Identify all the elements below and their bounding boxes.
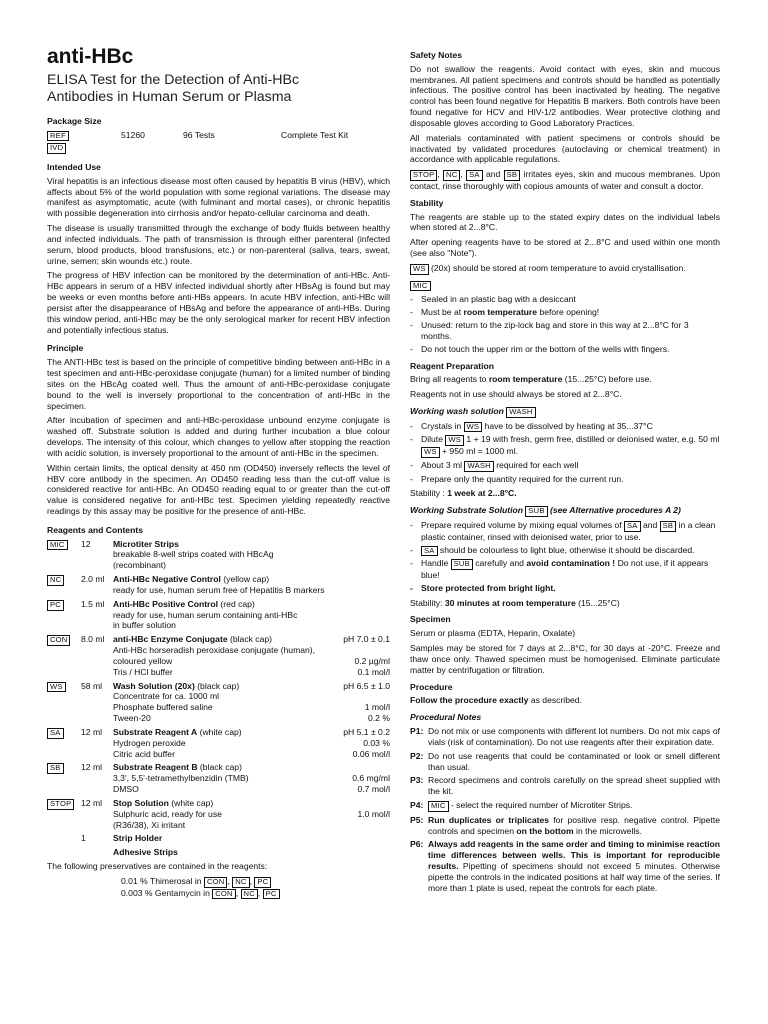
con-symbol: CON [204, 877, 227, 888]
reagent-detail-line: 3,3', 5,5'-tetramethylbenzidin (TMB) 0.6 mg/ml [113, 773, 390, 784]
reagent-name: Anti-HBc Negative Control [113, 574, 221, 585]
principle-paragraph: The ANTI-HBc test is based on the principle of competitive binding between anti-HBc in a test specimen and anti-HBc-peroxidase conjugate (human) for a limited number of binding sites on the HBcAg coated well. Thus the amount of anti-HBc-peroxidase conjugate bound to the well is inversely proportional to the concentration of anti-HBc in the specimen. [47, 357, 390, 411]
reagent-detail-line: (R36/38), Xi irritant [113, 819, 186, 830]
ivd-symbol: IVD [47, 143, 66, 154]
procedure-heading: Procedure [410, 681, 453, 692]
reagent-preparation-heading: Reagent Preparation [410, 360, 495, 371]
intended-use-heading: Intended Use [47, 161, 101, 172]
right-column [410, 50, 720, 897]
reagent-cap: (black cap) [197, 762, 242, 773]
principle-paragraph: Within certain limits, the optical density at 450 nm (OD450) inversely reflects the level of HBV core antibody in the specimen. An OD450 reading less than the cut-off value is considered reactive for anti-HBc. An OD450 reading equal to or greater than the cut-off value is considered negative for anti-HBc test. Specimen yielding repeatedly reactive readings by this assay may be positive for the presence of anti-HBc. [47, 462, 390, 516]
specimen-paragraph: Serum or plasma (EDTA, Heparin, Oxalate) [410, 628, 576, 639]
reagent-detail-line: Hydrogen peroxide 0.03 % [113, 737, 390, 748]
reagent-cap: (white cap) [168, 797, 214, 808]
reagent-quantity: 58 ml [81, 680, 103, 691]
document-title: anti-HBc [47, 45, 134, 68]
reagent-cap: (black cap) [194, 680, 240, 691]
reagent-ph: pH 6.5 ± 1.0 [343, 680, 390, 691]
specimen-paragraph: Samples may be stored for 7 days at 2...8°C, for 30 days at -20°C. Freeze and thaw once only. Thawed specimen must be homogenised. Eliminate particulate matter by centrifugation or filtration. [410, 643, 720, 675]
reagent-detail-line: (recombinant) [113, 560, 167, 571]
reagent-item [47, 574, 390, 596]
intended-use-paragraph: The disease is usually transmitted through the exchange of body fluids between healthy and infected individuals. The path of transmission is through either parenteral (infected serum, blood products, blood transfusions, etc.) or non-parenteral (saliva, tears, sweat, urine, semen; skin wounds etc.) route. [47, 223, 390, 266]
reagent-detail-line: DMSO 0.7 mol/l [113, 784, 390, 795]
principle-heading: Principle [47, 343, 84, 354]
wash-solution-list [410, 421, 720, 485]
mic-storage-list [410, 294, 720, 354]
stability-paragraph: The reagents are stable up to the stated expiry dates on the individual labels when stored at 2...8°C. [410, 211, 720, 233]
list-item: - Crystals in WS have to be dissolved by heating at 35...37°C [410, 421, 720, 433]
procedural-note: P3: Record specimens and controls carefully on the spread sheet supplied with the kit. [410, 775, 720, 797]
reagent-quantity: 2.0 ml [81, 574, 105, 585]
reagent-name: Wash Solution (20x) [113, 680, 195, 691]
list-item: - Dilute WS 1 + 19 with fresh, germ free, distilled or deionised water, e.g. 50 ml WS + 950 ml = 1000 ml. [410, 434, 720, 457]
reagent-name: anti-HBc Enzyme Conjugate [113, 634, 228, 645]
reagent-list [47, 539, 390, 858]
sb-symbol: SB [504, 170, 521, 181]
stability-ws-paragraph: WS (20x) should be stored at room temperature to avoid crystallisation. [410, 263, 720, 275]
list-item: - Must be at room temperature before opening! [410, 307, 720, 318]
list-item: - Prepare required volume by mixing equal volumes of SA and SB in a clean plastic container, rinsed with deionised water, prior to use. [410, 520, 720, 543]
sb-symbol: SB [660, 521, 677, 532]
list-item: - Store protected from bright light. [410, 583, 720, 594]
reagents-heading: Reagents and Contents [47, 524, 143, 535]
preservative-line: 0.003 % Gentamycin in CON , NC , PC [47, 888, 390, 900]
stop-symbol: STOP [410, 170, 437, 181]
list-item: - Sealed in an plastic bag with a desiccant [410, 294, 720, 305]
intended-use-paragraph: The progress of HBV infection can be monitored by the determination of anti-HBc. Anti-HBc appears in serum of a HBV infected individual shortly after HBsAg is found but may be weeks or even months before anti-HBs appears. In acute HBV infection, anti-HBc will persist after the disappearance of HBsAg and before the appearance of anti-HBs. During this window period, anti-HBc may be the only serological marker for recent HBV infection and potentially infectious status. [47, 270, 390, 335]
procedural-note: P6: Always add reagents in the same order and timing to minimise reaction time differences between wells. This is important for reproducible results. Pipetting of specimens should not exceed 5 minutes. Otherwise pipette the controls in the indicated positions at half way time of the series. If more than 1 plate is used, repeat the controls for each plate. [410, 839, 720, 893]
reagent-quantity: 1 [81, 833, 86, 844]
reagent-quantity: 12 ml [81, 797, 103, 808]
reagent-name: Strip Holder [113, 833, 163, 844]
reagent-detail-line: Tween-20 0.2 % [113, 713, 390, 724]
reagent-quantity [81, 847, 113, 858]
catalog-number: 51260 [121, 129, 145, 140]
reagent-detail-line: ready for use, human serum free of Hepatitis B markers [113, 584, 325, 595]
reagent-name: Adhesive Strips [113, 847, 178, 858]
mic-symbol: MIC [47, 540, 68, 551]
sa-symbol: SA [421, 546, 438, 557]
wash-symbol: WASH [506, 407, 535, 418]
reagent-name: Microtiter Strips [113, 538, 179, 549]
reagent-quantity: 12 ml [81, 762, 103, 773]
list-item: - About 3 ml WASH required for each well [410, 460, 720, 472]
nc-symbol: NC [241, 889, 258, 900]
sub-symbol: SUB [525, 506, 547, 517]
reagent-detail-line: ready for use, human serum containing anti-HBc [113, 609, 298, 620]
list-item: - Do not touch the upper rim or the bottom of the wells with fingers. [410, 344, 720, 355]
reagent-detail-line: Tris / HCl buffer 0.1 mol/l [113, 666, 390, 677]
ws-symbol: WS [464, 422, 483, 433]
reagent-name: Anti-HBc Positive Control [113, 598, 219, 609]
reagent-item [47, 539, 390, 571]
reagent-name: Stop Solution [113, 797, 169, 808]
reagent-quantity: 8.0 ml [81, 634, 105, 645]
pc-symbol: PC [254, 877, 271, 888]
con-symbol: CON [212, 889, 235, 900]
reagent-cap: (black cap) [227, 634, 273, 645]
reagent-item [47, 762, 390, 794]
mic-symbol: MIC [410, 281, 431, 292]
procedural-note: P2: Do not use reagents that could be contaminated or look or smell different than usual. [410, 750, 720, 772]
procedural-note: P5: Run duplicates or triplicates for positive resp. negative control. Pipette controls and specimen on the bottom in the microwells. [410, 814, 721, 836]
pc-symbol: PC [47, 600, 64, 611]
safety-irritant-paragraph: STOP , NC , SA and SB irritates eyes, skin and mucous membranes. Upon contact, rinse thoroughly with copious amounts of water and consult a doctor. [410, 169, 721, 191]
nc-symbol: NC [232, 877, 249, 888]
intended-use-paragraph: Viral hepatitis is an infectious disease most often caused by hepatitis B virus (HBV), which affects about 5% of the world population with some regional variations. The disease may manifest as asymptomatic, acute (with fulminant and mortal cases), or chronic hepatitis with possible degeneration into cirrhosis and/or hepato-cellular carcinoma and death. [47, 175, 390, 219]
reagent-cap: (red cap) [218, 598, 255, 609]
reagent-item [47, 833, 390, 844]
wash-symbol: WASH [464, 461, 493, 472]
mic-label-row [410, 280, 720, 292]
sa-symbol: SA [624, 521, 641, 532]
reagent-item [47, 798, 390, 830]
nc-symbol: NC [47, 575, 64, 586]
preservative-line: 0.01 % Thimerosal in CON , NC , PC [47, 876, 390, 888]
procedural-note: P4: MIC - select the required number of Microtiter Strips. [410, 800, 633, 811]
reagent-cap: (yellow cap) [220, 574, 270, 585]
reagent-item [47, 599, 390, 631]
safety-paragraph: Do not swallow the reagents. Avoid contact with eyes, skin and mucous membranes. All patient specimens and controls should be handled as potentially infectious. The positive control has been inactivated by heating. The negative control has been found negative for Hepatitis B markers. Both controls have been found negative for HCV and HIV-1/2 antibodies. Wear protective clothing and disposable gloves according to Good Laboratory Practices. [410, 63, 720, 128]
mic-symbol: MIC [428, 801, 449, 812]
list-item: - Unused: return to the zip-lock bag and store in this way at 2...8°C for 3 months. [410, 320, 720, 342]
substrate-stability: Stability: 30 minutes at room temperature (15...25°C) [410, 597, 620, 608]
nc-symbol: NC [443, 170, 460, 181]
list-item: - Handle SUB carefully and avoid contamination ! Do not use, if it appears blue! [410, 558, 720, 581]
ws-symbol: WS [445, 435, 464, 446]
left-column [47, 0, 390, 899]
sub-symbol: SUB [451, 559, 473, 570]
reagent-prep-paragraph: Reagents not in use should always be stored at 2...8°C. [410, 389, 622, 400]
reagent-ph: pH 5.1 ± 0.2 [343, 726, 390, 737]
ref-symbol: REF [47, 131, 69, 142]
sb-symbol: SB [47, 763, 64, 774]
procedure-paragraph: Follow the procedure exactly as described. [410, 695, 582, 706]
ws-symbol: WS [47, 682, 66, 693]
wash-stability: Stability : 1 week at 2...8°C. [410, 488, 517, 499]
test-count: 96 Tests [183, 129, 215, 140]
package-size-heading: Package Size [47, 115, 102, 126]
reagent-detail-line: Phosphate buffered saline 1 mol/l [113, 702, 390, 713]
reagent-detail-line: breakable 8-well strips coated with HBcAg [113, 549, 274, 560]
reagent-item [47, 847, 390, 858]
reagent-detail-line: Sulphuric acid, ready for use 1.0 mol/l [113, 808, 390, 819]
sa-symbol: SA [466, 170, 483, 181]
reagent-ph: pH 7.0 ± 0.1 [343, 634, 390, 645]
package-ivd-row [47, 143, 390, 154]
substrate-solution-list [410, 520, 720, 594]
con-symbol: CON [47, 635, 70, 646]
reagent-detail-line: Concentrate for ca. 1000 ml [113, 691, 220, 702]
reagent-detail-line: in buffer solution [113, 620, 176, 631]
sa-symbol: SA [47, 728, 64, 739]
reagent-detail-line: Citric acid buffer 0.06 mol/l [113, 748, 390, 759]
reagent-quantity: 12 ml [81, 726, 103, 737]
safety-notes-heading: Safety Notes [410, 50, 463, 60]
stop-symbol: STOP [47, 799, 74, 810]
reagent-detail-line: Anti-HBc horseradish peroxidase conjugate (human), [113, 645, 316, 656]
reagent-quantity: 12 [81, 538, 91, 549]
ws-symbol: WS [421, 447, 440, 458]
reagent-quantity: 1.5 ml [81, 598, 105, 609]
principle-paragraph: After incubation of specimen and anti-HBc-peroxidase unbound enzyme conjugate is washed off. Substrate solution is added and during further incubation a blue colour develops. The intensity of this colour, which changes to yellow after stopping the reaction with acidic solution, is inversely proportional to the amount of anti-HBc in the specimen. [47, 415, 390, 458]
procedural-notes-heading: Procedural Notes [410, 712, 482, 723]
reagent-name: Substrate Reagent B [113, 762, 198, 773]
reagent-item [47, 727, 390, 759]
document-subtitle: ELISA Test for the Detection of Anti-HBc Antibodies in Human Serum or Plasma [47, 72, 300, 106]
safety-paragraph: All materials contaminated with patient specimens or controls should be inactivated by validated procedures (autoclaving or chemical treatment) in accordance with applicable regulations. [410, 132, 720, 165]
pc-symbol: PC [263, 889, 280, 900]
reagent-item [47, 681, 390, 724]
ws-symbol: WS [410, 264, 429, 275]
package-ref-row [47, 130, 390, 142]
reagent-cap: (white cap) [197, 726, 242, 737]
kit-type: Complete Test Kit [281, 129, 349, 140]
stability-heading: Stability [410, 197, 444, 208]
procedural-note: P1: Do not mix or use components with different lot numbers. Do not mix caps of vials (risk of contamination). Do not use reagents after their expiration date. [410, 726, 720, 747]
list-item: - Prepare only the quantity required for the current run. [410, 474, 720, 485]
reagent-detail-line: coloured yellow 0.2 µg/ml [113, 655, 390, 666]
reagent-name: Substrate Reagent A [113, 726, 198, 737]
preservatives-intro: The following preservatives are contained in the reagents: [47, 861, 268, 872]
reagent-prep-paragraph: Bring all reagents to room temperature (15...25°C) before use. [410, 374, 652, 385]
wash-solution-heading: Working wash solution WASH [410, 406, 720, 418]
specimen-heading: Specimen [410, 614, 451, 625]
substrate-solution-heading: Working Substrate Solution SUB (see Alternative procedures A 2) [410, 505, 681, 516]
list-item: - SA should be colourless to light blue, otherwise it should be discarded. [410, 545, 720, 557]
stability-paragraph: After opening reagents have to be stored at 2...8°C and used within one month (see also "Note"). [410, 237, 720, 259]
reagent-item [47, 634, 390, 677]
